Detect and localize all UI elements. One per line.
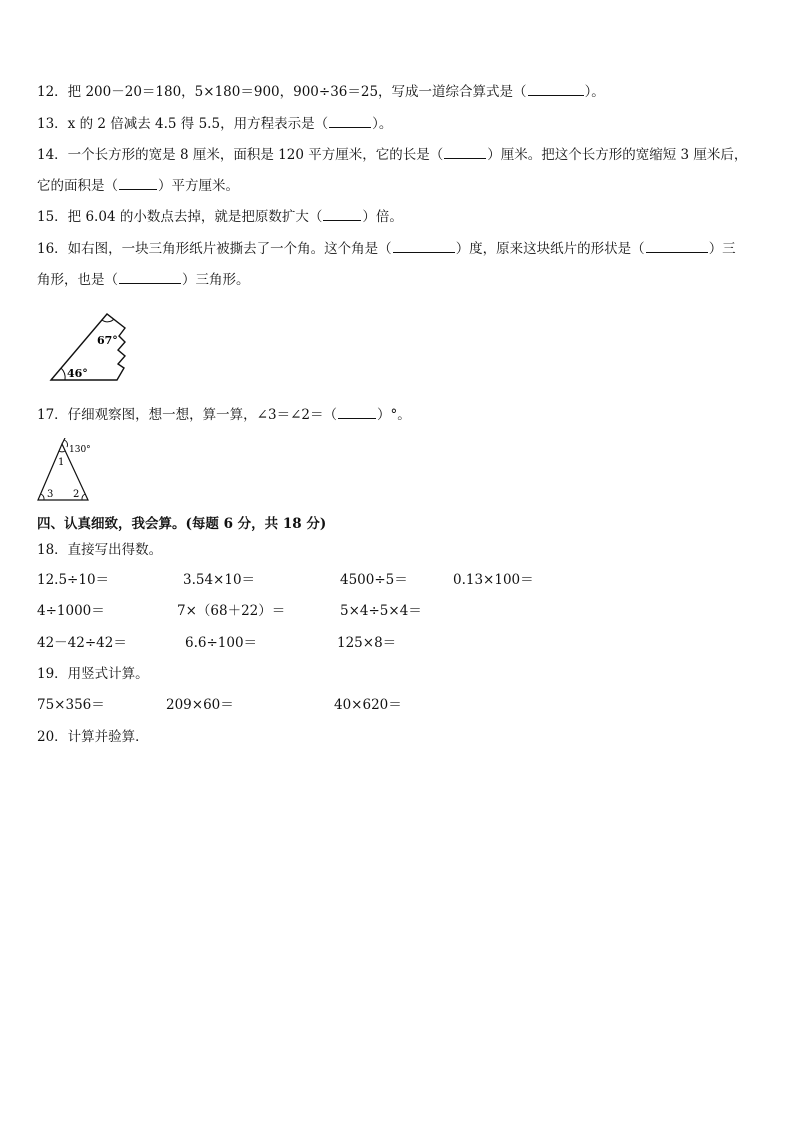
answer-blank[interactable] <box>338 405 376 419</box>
q14-text-a: 14．一个长方形的宽是 8 厘米，面积是 120 平方厘米，它的长是（ <box>37 147 444 163</box>
calc-item: 12.5÷10＝ <box>37 572 110 588</box>
angle-label-3: 3 <box>47 489 54 500</box>
calc-item: 6.6÷100＝ <box>185 635 258 651</box>
calc-item: 75×356＝ <box>37 697 105 713</box>
answer-blank[interactable] <box>393 239 455 253</box>
question-20-title: 20．计算并验算． <box>37 729 149 745</box>
q13-after: ）。 <box>372 116 393 132</box>
answer-blank[interactable] <box>646 239 708 253</box>
torn-triangle-outline <box>51 314 125 380</box>
q14-text-c: 它的面积是（ <box>37 178 118 194</box>
calc-item: 40×620＝ <box>334 697 402 713</box>
q17-text: 17．仔细观察图，想一想，算一算，∠3＝∠2＝（ <box>37 407 337 423</box>
answer-blank[interactable] <box>528 82 584 96</box>
q12-after: ）。 <box>584 84 605 100</box>
calc-item: 0.13×100＝ <box>453 572 534 588</box>
angle-1-arc <box>59 451 65 452</box>
q16-text-e: ）三角形。 <box>182 272 250 288</box>
torn-triangle-figure <box>45 306 135 386</box>
angle-label-2: 2 <box>73 489 80 500</box>
q16-text-b: ）度，原来这块纸片的形状是（ <box>455 241 645 257</box>
question-18-title: 18．直接写出得数。 <box>37 542 163 558</box>
calc-item: 7×（68＋22）＝ <box>177 603 286 619</box>
question-14-line-1 <box>37 145 747 165</box>
q16-text-c: ）三 <box>708 241 736 257</box>
answer-blank[interactable] <box>119 176 157 190</box>
q17-after: ）°。 <box>376 407 411 423</box>
angle-2-arc <box>82 494 85 500</box>
answer-blank[interactable] <box>323 207 361 221</box>
question-12 <box>37 82 605 102</box>
answer-blank[interactable] <box>119 270 181 284</box>
angle-3-arc <box>41 494 44 500</box>
calc-item: 209×60＝ <box>166 697 234 713</box>
angle-label-left: 46° <box>67 367 88 380</box>
question-19-title: 19．用竖式计算。 <box>37 666 149 682</box>
calc-item: 42－42÷42＝ <box>37 635 127 651</box>
question-16-line-2 <box>37 270 250 290</box>
angle-label-top: 67° <box>97 334 118 347</box>
q14-text-b: ）厘米。把这个长方形的宽缩短 3 厘米后， <box>487 147 748 163</box>
q15-text: 15．把 6.04 的小数点去掉，就是把原数扩大（ <box>37 209 323 225</box>
question-17 <box>37 405 411 425</box>
q12-text: 12．把 200－20＝180，5×180＝900，900÷36＝25，写成一道综合算式是（ <box>37 84 527 100</box>
question-13 <box>37 114 392 134</box>
calc-item: 4500÷5＝ <box>340 572 408 588</box>
section-4-heading: 四、认真细致，我会算。(每题 6 分，共 18 分) <box>37 516 327 532</box>
q15-after: ）倍。 <box>362 209 403 225</box>
q13-text: 13．x 的 2 倍减去 4.5 得 5.5，用方程表示是（ <box>37 116 329 132</box>
angle-label-1: 1 <box>58 457 65 468</box>
calc-item: 3.54×10＝ <box>183 572 256 588</box>
answer-blank[interactable] <box>444 145 486 159</box>
exterior-angle-arc <box>64 440 68 447</box>
triangle-figure <box>34 438 104 504</box>
question-15 <box>37 207 403 227</box>
question-14-line-2 <box>37 176 239 196</box>
question-16-line-1 <box>37 239 736 259</box>
calc-item: 125×8＝ <box>337 635 397 651</box>
q16-text-a: 16．如右图，一块三角形纸片被撕去了一个角。这个角是（ <box>37 241 392 257</box>
answer-blank[interactable] <box>329 114 371 128</box>
q14-text-d: ）平方厘米。 <box>158 178 239 194</box>
angle-arc-top <box>102 319 114 322</box>
calc-item: 5×4÷5×4＝ <box>340 603 422 619</box>
angle-arc-left <box>61 368 65 380</box>
exterior-angle-label: 130° <box>69 445 91 455</box>
q16-text-d: 角形，也是（ <box>37 272 118 288</box>
calc-item: 4÷1000＝ <box>37 603 105 619</box>
extended-side <box>62 438 65 444</box>
